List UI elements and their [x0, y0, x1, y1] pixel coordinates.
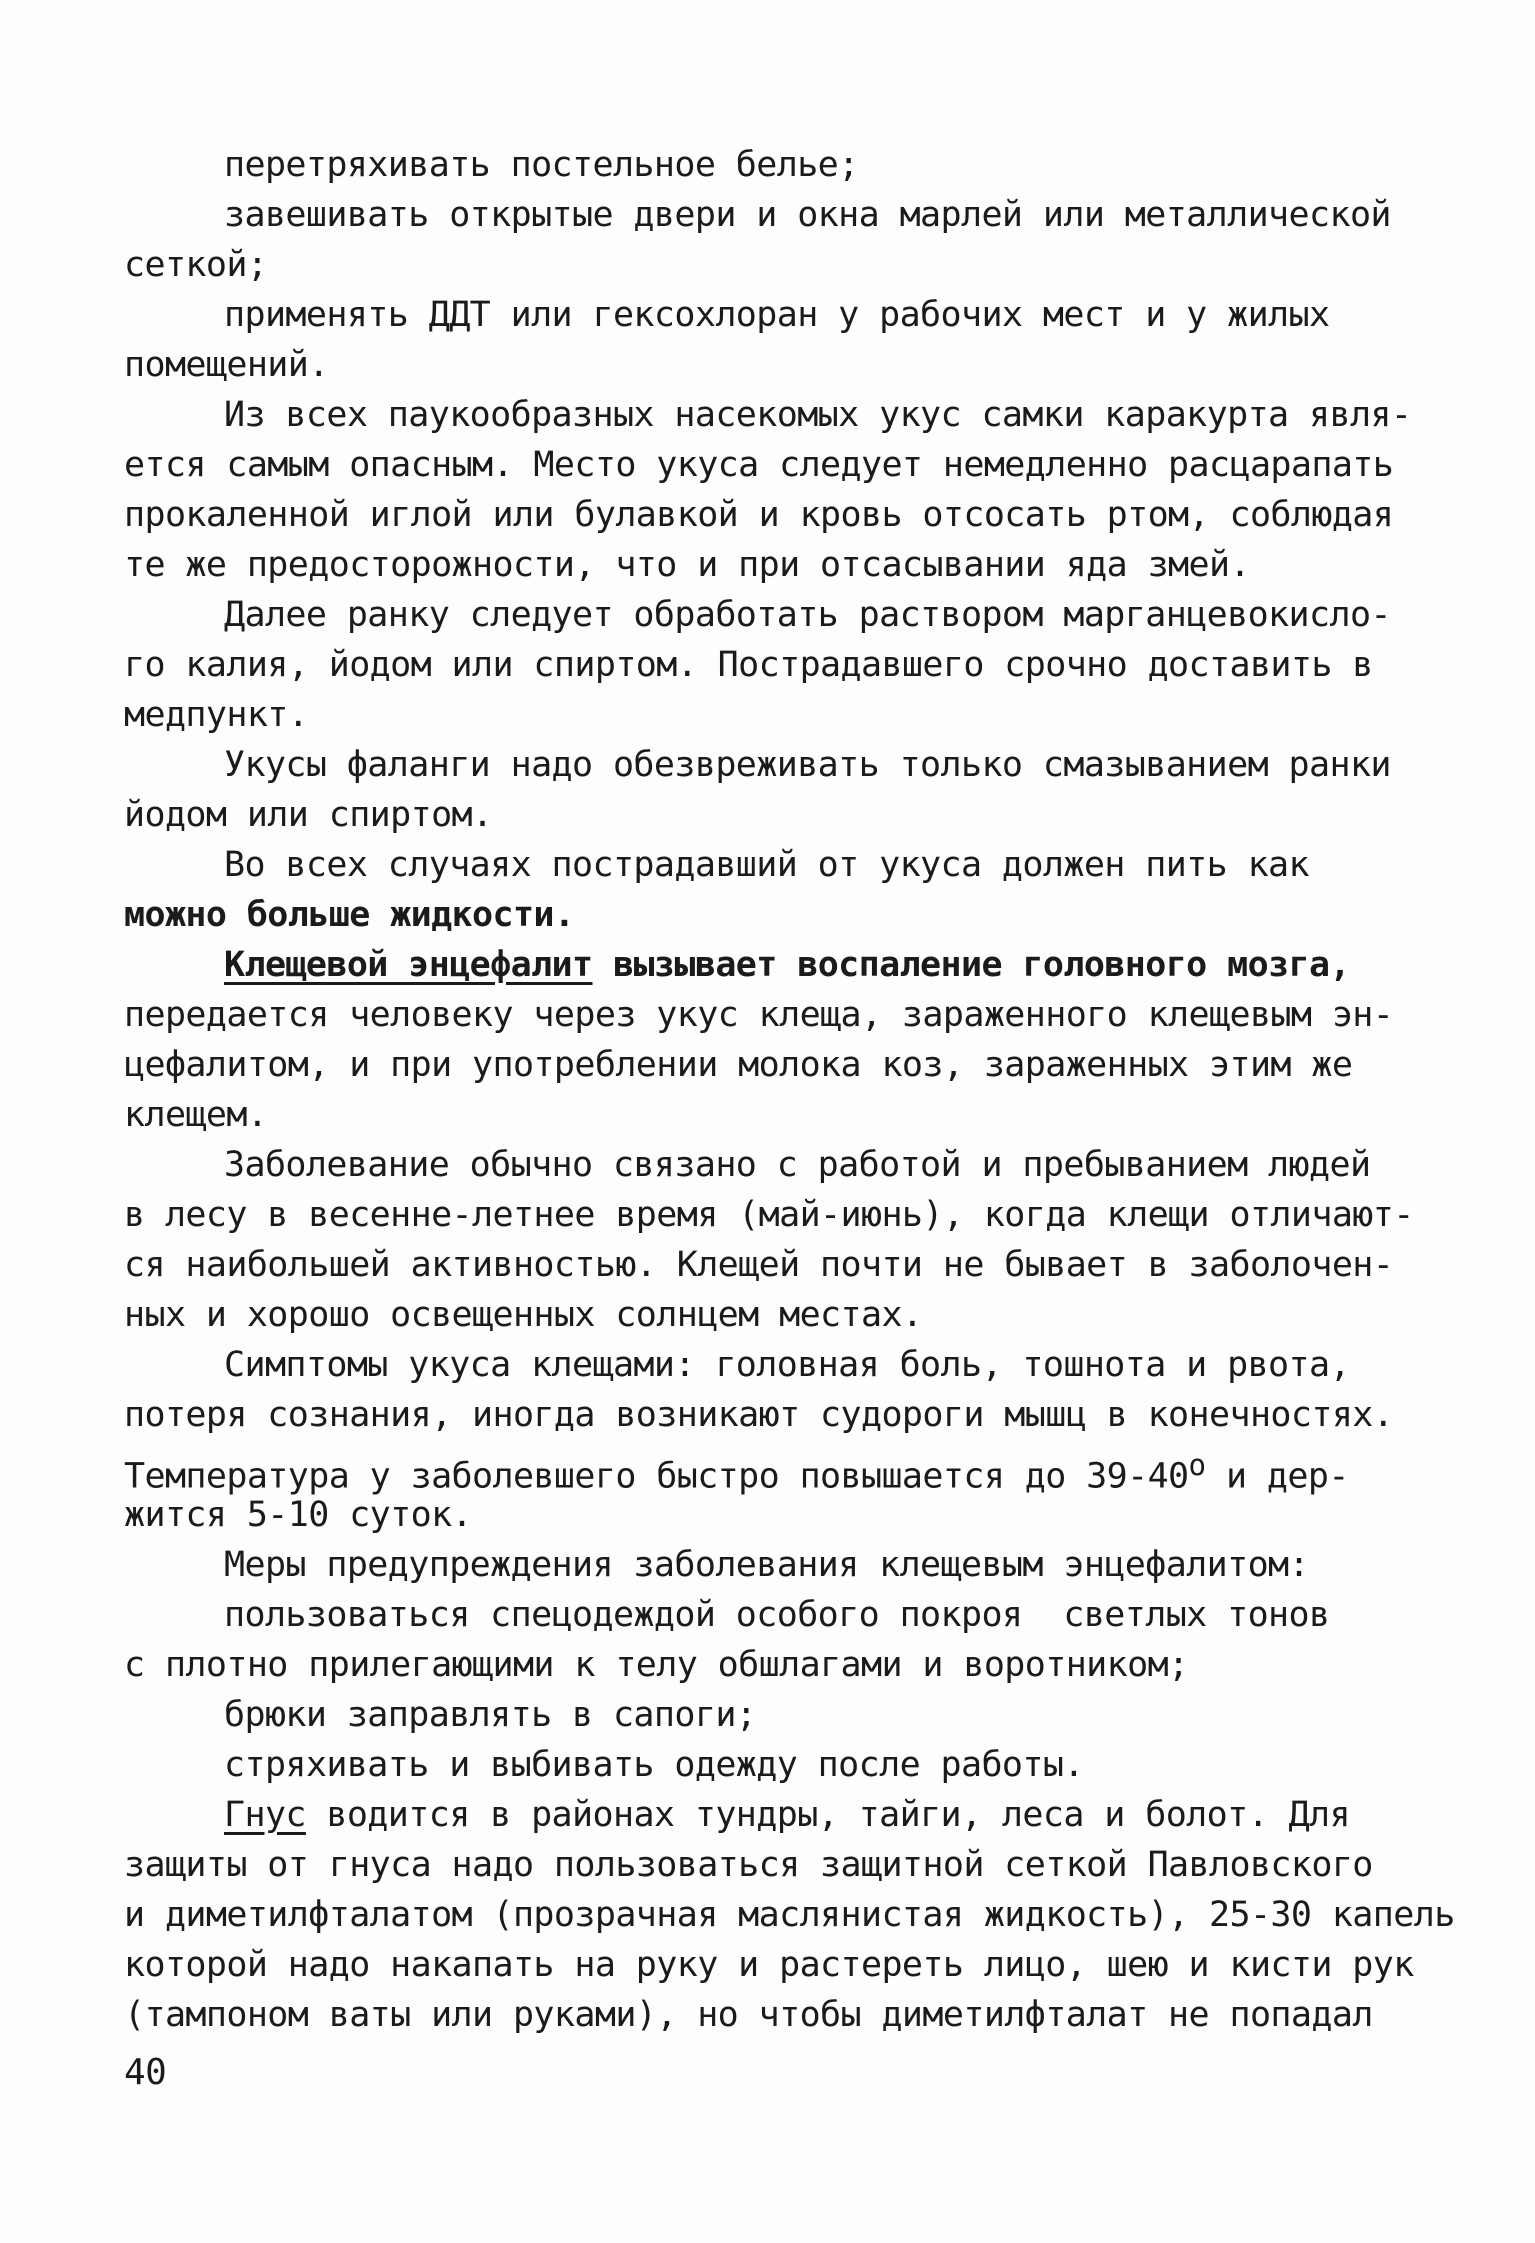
text-line: потеря сознания, иногда возникают судороги мышц в конечностях.	[124, 1395, 1394, 1435]
text-line: перетряхивать постельное белье;	[224, 145, 859, 185]
text-line: пользоваться спецодеждой особого покроя светлых тонов	[224, 1595, 1330, 1635]
text-line: клещем.	[124, 1095, 268, 1135]
text-line-rest: водится в районах тундры, тайги, леса и болот. Для	[305, 1795, 1350, 1835]
text-line	[124, 940, 1424, 990]
text-line: в лесу в весенне-летнее время (май-июнь), когда клещи отличают-	[124, 1195, 1414, 1235]
text-line: сеткой;	[124, 245, 268, 285]
text-line: Симптомы укуса клещами: головная боль, тошнота и рвота,	[224, 1345, 1350, 1385]
body-text	[124, 140, 1455, 2040]
text-line: помещений.	[124, 345, 329, 385]
text-line: Далее ранку следует обработать раствором марганцевокисло-	[224, 595, 1391, 635]
text-line: передается человеку через укус клеща, зараженного клещевым эн-	[124, 995, 1394, 1035]
text-line: Заболевание обычно связано с работой и пребыванием людей	[224, 1145, 1371, 1185]
text-line: медпункт.	[124, 695, 309, 735]
text-line: Из всех паукообразных насекомых укус самки каракурта явля-	[224, 395, 1412, 435]
text-line: прокаленной иглой или булавкой и кровь отсосать ртом, соблюдая	[124, 495, 1394, 535]
text-line: го калия, йодом или спиртом. Пострадавшего срочно доставить в	[124, 645, 1373, 685]
page-number: 40	[124, 2052, 167, 2093]
text-line	[124, 1790, 1424, 1840]
text-line: (тампоном ваты или руками), но чтобы диметилфталат не попадал	[124, 1995, 1373, 2035]
term-tick-encephalitis: Клещевой энцефалит	[224, 945, 593, 985]
text-line: Во всех случаях пострадавший от укуса должен пить как	[224, 845, 1310, 885]
text-line: ных и хорошо освещенных солнцем местах.	[124, 1295, 923, 1335]
text-line: те же предосторожности, что и при отсасывании яда змей.	[124, 545, 1250, 585]
text-line: брюки заправлять в сапоги;	[224, 1695, 757, 1735]
text-line: ся наибольшей активностью. Клещей почти не бывает в заболочен-	[124, 1245, 1394, 1285]
text-line: Укусы фаланги надо обезвреживать только смазыванием ранки	[224, 745, 1391, 785]
text-line: цефалитом, и при употреблении молока коз, зараженных этим же	[124, 1045, 1353, 1085]
text-line-end: и дер-	[1205, 1456, 1349, 1497]
text-line: жится 5-10 суток.	[124, 1495, 473, 1535]
text-line: ется самым опасным. Место укуса следует немедленно расцарапать	[124, 445, 1394, 485]
text-line: йодом или спиртом.	[124, 795, 493, 835]
text-line	[124, 1440, 1424, 1497]
degree-superscript: o	[1188, 1448, 1206, 1482]
text-line: которой надо накапать на руку и растереть лицо, шею и кисти рук	[124, 1945, 1414, 1985]
text-line-start: Температура у заболевшего быстро повышается до 39-40	[124, 1456, 1189, 1497]
text-line: применять ДДТ или гексохлоран у рабочих мест и у жилых	[224, 295, 1330, 335]
text-line: Меры предупреждения заболевания клещевым энцефалитом:	[224, 1545, 1310, 1585]
term-gnus: Гнус	[224, 1795, 306, 1835]
text-line-rest: вызывает воспаление головного мозга,	[592, 945, 1350, 985]
text-line: завешивать открытые двери и окна марлей или металлической	[224, 195, 1391, 235]
text-line: стряхивать и выбивать одежду после работы.	[224, 1745, 1084, 1785]
text-line: можно больше жидкости.	[124, 895, 575, 935]
text-line: с плотно прилегающими к телу обшлагами и воротником;	[124, 1645, 1189, 1685]
text-line: и диметилфталатом (прозрачная маслянистая жидкость), 25-30 капель	[124, 1895, 1455, 1935]
text-line: защиты от гнуса надо пользоваться защитной сеткой Павловского	[124, 1845, 1373, 1885]
